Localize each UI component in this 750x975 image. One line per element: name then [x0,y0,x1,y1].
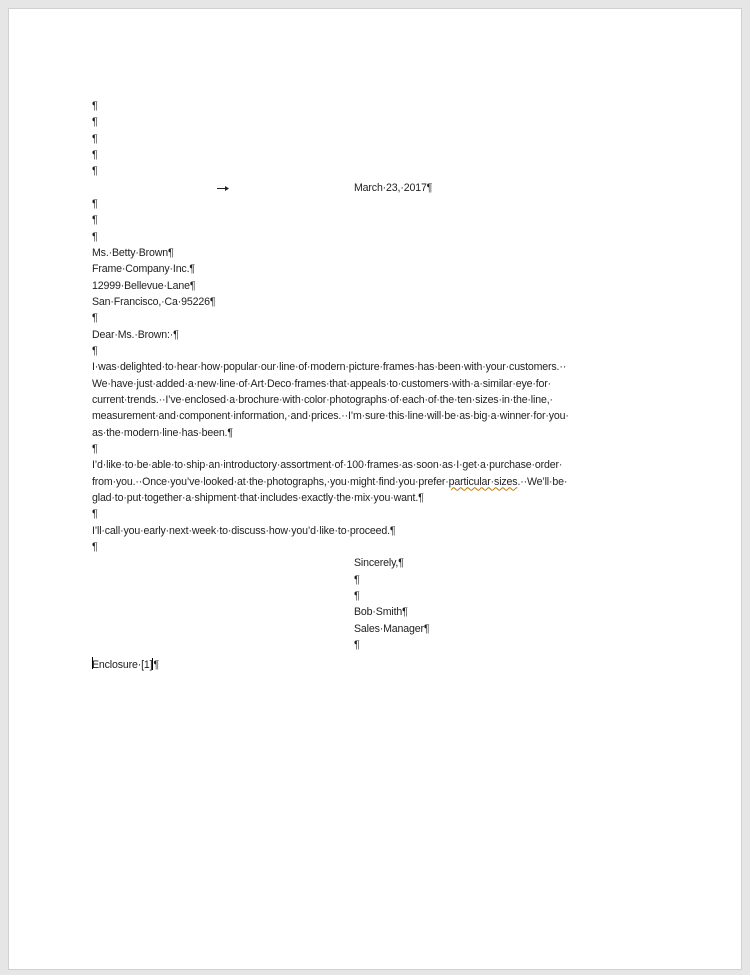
line-text: Bob·Smith¶ [354,606,408,619]
closing-line[interactable] [92,572,692,588]
line-text: Enclosure·[1] [92,659,153,672]
line-text: ¶ [92,312,98,325]
line-text: ¶ [153,659,160,672]
text-line[interactable] [92,376,692,392]
line-text: from·you.··Once·you’ve·looked·at·the·photographs,·you·might·find·you·prefer· [92,475,449,488]
line-text: glad·to·put·together·a·shipment·that·includes·exactly·the·mix·you·want.¶ [92,491,424,504]
text-line[interactable] [92,147,692,163]
line-text: ¶ [354,573,360,586]
text-line[interactable] [92,359,692,375]
line-text: ¶ [354,589,360,602]
line-text: I·was·delighted·to·hear·how·popular·our·line·of·modern·picture·frames·has·been·with·your·customers.·· [92,361,567,374]
line-text: ¶ [92,344,98,357]
text-line[interactable] [92,506,692,522]
line-text: ¶ [92,230,98,243]
text-line[interactable] [92,229,692,245]
line-text: ¶ [92,442,98,455]
line-text: 12999·Bellevue·Lane¶ [92,279,196,292]
text-line[interactable] [92,114,692,130]
text-line[interactable] [92,278,692,294]
line-text: as·the·modern·line·has·been.¶ [92,426,233,439]
document-body[interactable] [92,98,692,671]
line-text: Frame·Company·Inc.¶ [92,263,195,276]
line-text: Dear·Ms.·Brown:·¶ [92,328,179,341]
text-line[interactable] [92,523,692,539]
line-text: ¶ [92,214,98,227]
text-line[interactable] [92,408,692,424]
line-text: ¶ [92,197,98,210]
text-line[interactable] [92,245,692,261]
text-line[interactable] [92,392,692,408]
line-text: We·have·just·added·a·new·line·of·Art·Deco·frames·that·appeals·to·customers·with·a·similar·eye·for· [92,377,552,390]
line-text: ¶ [92,165,98,178]
line-text: San·Francisco,·Ca·95226¶ [92,295,216,308]
line-text: I’d·like·to·be·able·to·ship·an·introductory·assortment·of·100·frames·as·soon·as·I·get·a·purchase·order· [92,459,563,472]
text-line[interactable] [92,457,692,473]
line-text: ¶ [92,100,98,112]
text-line[interactable] [92,261,692,277]
closing-line[interactable] [92,621,692,637]
text-line[interactable] [92,163,692,179]
spelling-flagged-text: particular·sizes [448,475,518,488]
text-line[interactable] [92,196,692,212]
line-text: .··We’ll·be· [517,475,568,488]
line-text: ¶ [354,638,360,651]
closing-line[interactable] [92,604,692,620]
line-text: ¶ [92,540,98,553]
text-line[interactable] [92,343,692,359]
line-text: ¶ [92,116,98,129]
closing-line[interactable] [92,637,692,653]
line-text: current·trends.··I’ve·enclosed·a·brochure·with·color·photographs·of·each·of·the·ten·sizes·in·the·line,· [92,393,553,406]
text-line[interactable] [92,490,692,506]
text-line[interactable] [92,310,692,326]
closing-line[interactable] [92,588,692,604]
text-line[interactable] [92,425,692,441]
line-text: ¶ [92,508,98,521]
line-text: ¶ [92,148,98,161]
line-text: measurement·and·component·information,·and·prices.··I’m·sure·this·line·will·be·as·big·a·winner·for·you· [92,410,569,423]
text-line[interactable] [92,539,692,555]
line-text: ¶ [92,132,98,145]
text-line[interactable] [92,294,692,310]
date-line[interactable] [92,180,692,196]
text-line[interactable] [92,212,692,228]
text-line[interactable] [92,441,692,457]
line-text: Sales·Manager¶ [354,622,430,635]
text-line[interactable] [92,327,692,343]
line-text: Ms.·Betty·Brown¶ [92,246,174,259]
text-line[interactable] [92,657,160,672]
document-page[interactable] [8,8,742,970]
text-line[interactable] [92,474,692,490]
text-line[interactable] [92,131,692,147]
closing-line[interactable] [92,555,692,571]
text-line[interactable] [92,98,692,114]
line-text: I’ll·call·you·early·next·week·to·discuss·how·you’d·like·to·proceed.¶ [92,524,396,537]
line-text: Sincerely,¶ [354,557,404,570]
line-text: March·23,·2017¶ [354,181,433,194]
